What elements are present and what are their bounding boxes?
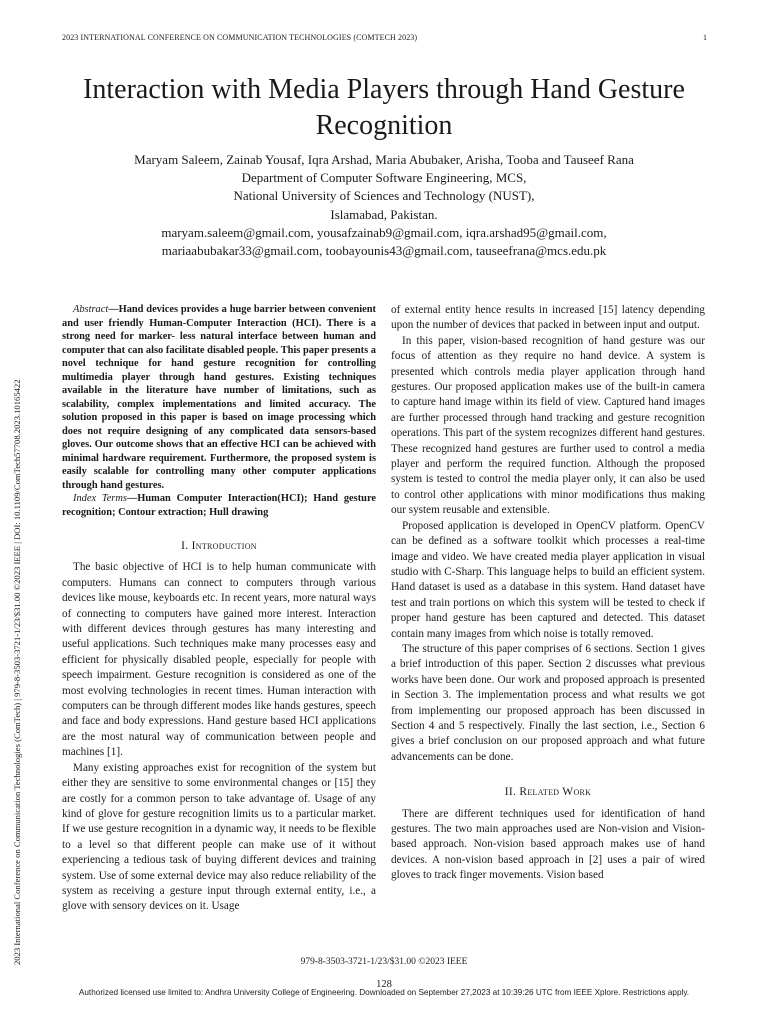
author-emails-1: maryam.saleem@gmail.com, yousafzainab9@gmail.com, iqra.arshad95@gmail.com, bbox=[161, 224, 607, 240]
index-terms bbox=[62, 492, 376, 519]
intro-paragraph-5: The structure of this paper comprises of 6 sections. Section 1 gives a brief introduction of this paper. Section 2 discusses what previous works have been done. Our work and proposed approach is presented in Section 3. The implementation process and what results we got from implementing our proposed approach has been discussed in Section 4 and 5 respectively. Finally the last section, i.e., Section 6 gives a brief conclusion on our proposed approach and what future advancements can be done. bbox=[391, 642, 705, 763]
left-column bbox=[62, 303, 376, 915]
author-department: Department of Computer Software Engineering, MCS, bbox=[241, 170, 527, 186]
doi-sidebar: 2023 International Conference on Communication Technologies (ComTech) | 979-8-3503-3721-1/23/$31.00 ©2023 IEEE | DOI: 10.1109/ComTech57708.2023.10165422 bbox=[12, 379, 22, 965]
footer-page-number: 128 bbox=[376, 979, 392, 990]
abstract bbox=[62, 303, 376, 492]
abstract-text: —Hand devices provides a huge barrier between convenient and user friendly Human-Computer Interaction (HCI). There is a strong need for marker- less natural interface between human and computer that can also facilitate disabled people. This paper presents a novel technique for hand gesture recognition for controlling multimedia player through hand gestures. Existing techniques available in the literature have number of limitations, such as scalability, complex implementations and limited accuracy. The solution proposed in this paper is based on image processing which does not require designing of any complicated data sensors-based gloves. Our outcome shows that an effective HCI can be achieved with minimal hardware requirement. Furthermore, the proposed system is easily scalable for controlling many other computer applications through hand gestures. bbox=[62, 304, 376, 491]
author-university: National University of Sciences and Technology (NUST), bbox=[233, 188, 535, 204]
author-location: Islamabad, Pakistan. bbox=[330, 206, 438, 222]
intro-paragraph-4: Proposed application is developed in OpenCV platform. OpenCV can be defined as a software toolkit which processes a real-time image and video. We have created media player application in visual studio with C-Sharp. This language helps to build an efficient system. Hand dataset is used as a database in this system. Hand dataset have test and train portions on which this system will be tested to check if proper hand gesture has been captured and detected. This dataset contain many images from which noise is totally removed. bbox=[391, 519, 705, 640]
intro-paragraph-3: In this paper, vision-based recognition of hand gesture was our focus of attention as they require no hand device. A system is presented which controls media player application through hand gestures. Our proposed application makes use of the built-in camera to capture hand image within its field of view. Captured hand images are further processed through hand tracking and gesture recognition operations. This part of the system recognizes different hand gestures. These recognized hand gestures are further used to control a media player and perform the required function. Although the proposed system is tested to control the media player only, it can also be used to control other applications with minor modifications thus making our system reusable and extensible. bbox=[391, 334, 705, 517]
intro-paragraph-1: The basic objective of HCI is to help human communicate with computers. Humans can connect to computers through various devices like mouse, keyboards etc. In recent years, more natural ways of connecting to computers have gained more interest. Interaction with different devices through gestures has many interesting and useful applications. Such techniques make many processes easy and efficient for physically disabled people, especially for people with speech impairment. Gesture recognition is considered as one of the most evolving technologies in recent times. Human interaction with computers can be through different modes like hands gestures, speech and face and body expressions. Hand gesture based HCI applications are the most natural way of communication between people and machines [1]. bbox=[62, 561, 376, 759]
author-emails-2: mariaabubakar33@gmail.com, toobayounis43@gmail.com, tauseefrana@mcs.edu.pk bbox=[161, 243, 607, 259]
paper-title: Interaction with Media Players through Hand Gesture Recognition bbox=[83, 74, 685, 141]
intro-paragraph-2: Many existing approaches exist for recognition of the system but either they are sensitive to some environmental changes or [15] they are costly for a common person to take advantage of. Usage of any kind of glove for gesture recognition limits us to a particular market. If we use gesture recognition in a dynamic way, it needs to be flexible to a level so that different people can make use of it without experiencing a tedious task of buying different devices and training system. Use of some external device may also reduce reliability of the system as receiving a gesture input through external entity, i.e., a glove with sensory devices on it. Usage bbox=[62, 761, 376, 913]
license-notice: Authorized licensed use limited to: Andhra University College of Engineering. Downloaded on September 27,2023 at 10:39:26 UTC from IEEE Xplore. Restrictions apply. bbox=[78, 988, 690, 997]
section-heading-related-work: II. Related Work bbox=[504, 786, 592, 799]
abstract-lead: Abstract bbox=[73, 304, 109, 315]
header-page-number: 1 bbox=[703, 33, 707, 42]
index-terms-lead: Index Terms bbox=[73, 493, 127, 504]
intro-continuation: of external entity hence results in increased [15] latency depending upon the number of devices that packed in between input and output. bbox=[391, 304, 705, 332]
section-heading-introduction: I. Introduction bbox=[181, 540, 257, 552]
related-paragraph-1: There are different techniques used for identification of hand gestures. The two main approaches used are Non-vision and Vision-based approach. Non-vision based approach makes use of hand devices. A non-vision based approach in [2] uses a pair of wired gloves to track finger movements. Vision based bbox=[391, 807, 705, 882]
author-block bbox=[60, 151, 708, 260]
author-names: Maryam Saleem, Zainab Yousaf, Iqra Arshad, Maria Abubaker, Arisha, Tooba and Tauseef Rana bbox=[134, 152, 634, 167]
index-terms-text: —Human Computer Interaction(HCI); Hand gesture recognition; Contour extraction; Hull drawing bbox=[62, 493, 376, 518]
running-head: 2023 INTERNATIONAL CONFERENCE ON COMMUNICATION TECHNOLOGIES (COMTECH 2023) bbox=[62, 33, 418, 42]
copyright-line: 979-8-3503-3721-1/23/$31.00 ©2023 IEEE bbox=[300, 957, 468, 967]
right-column bbox=[391, 303, 705, 884]
